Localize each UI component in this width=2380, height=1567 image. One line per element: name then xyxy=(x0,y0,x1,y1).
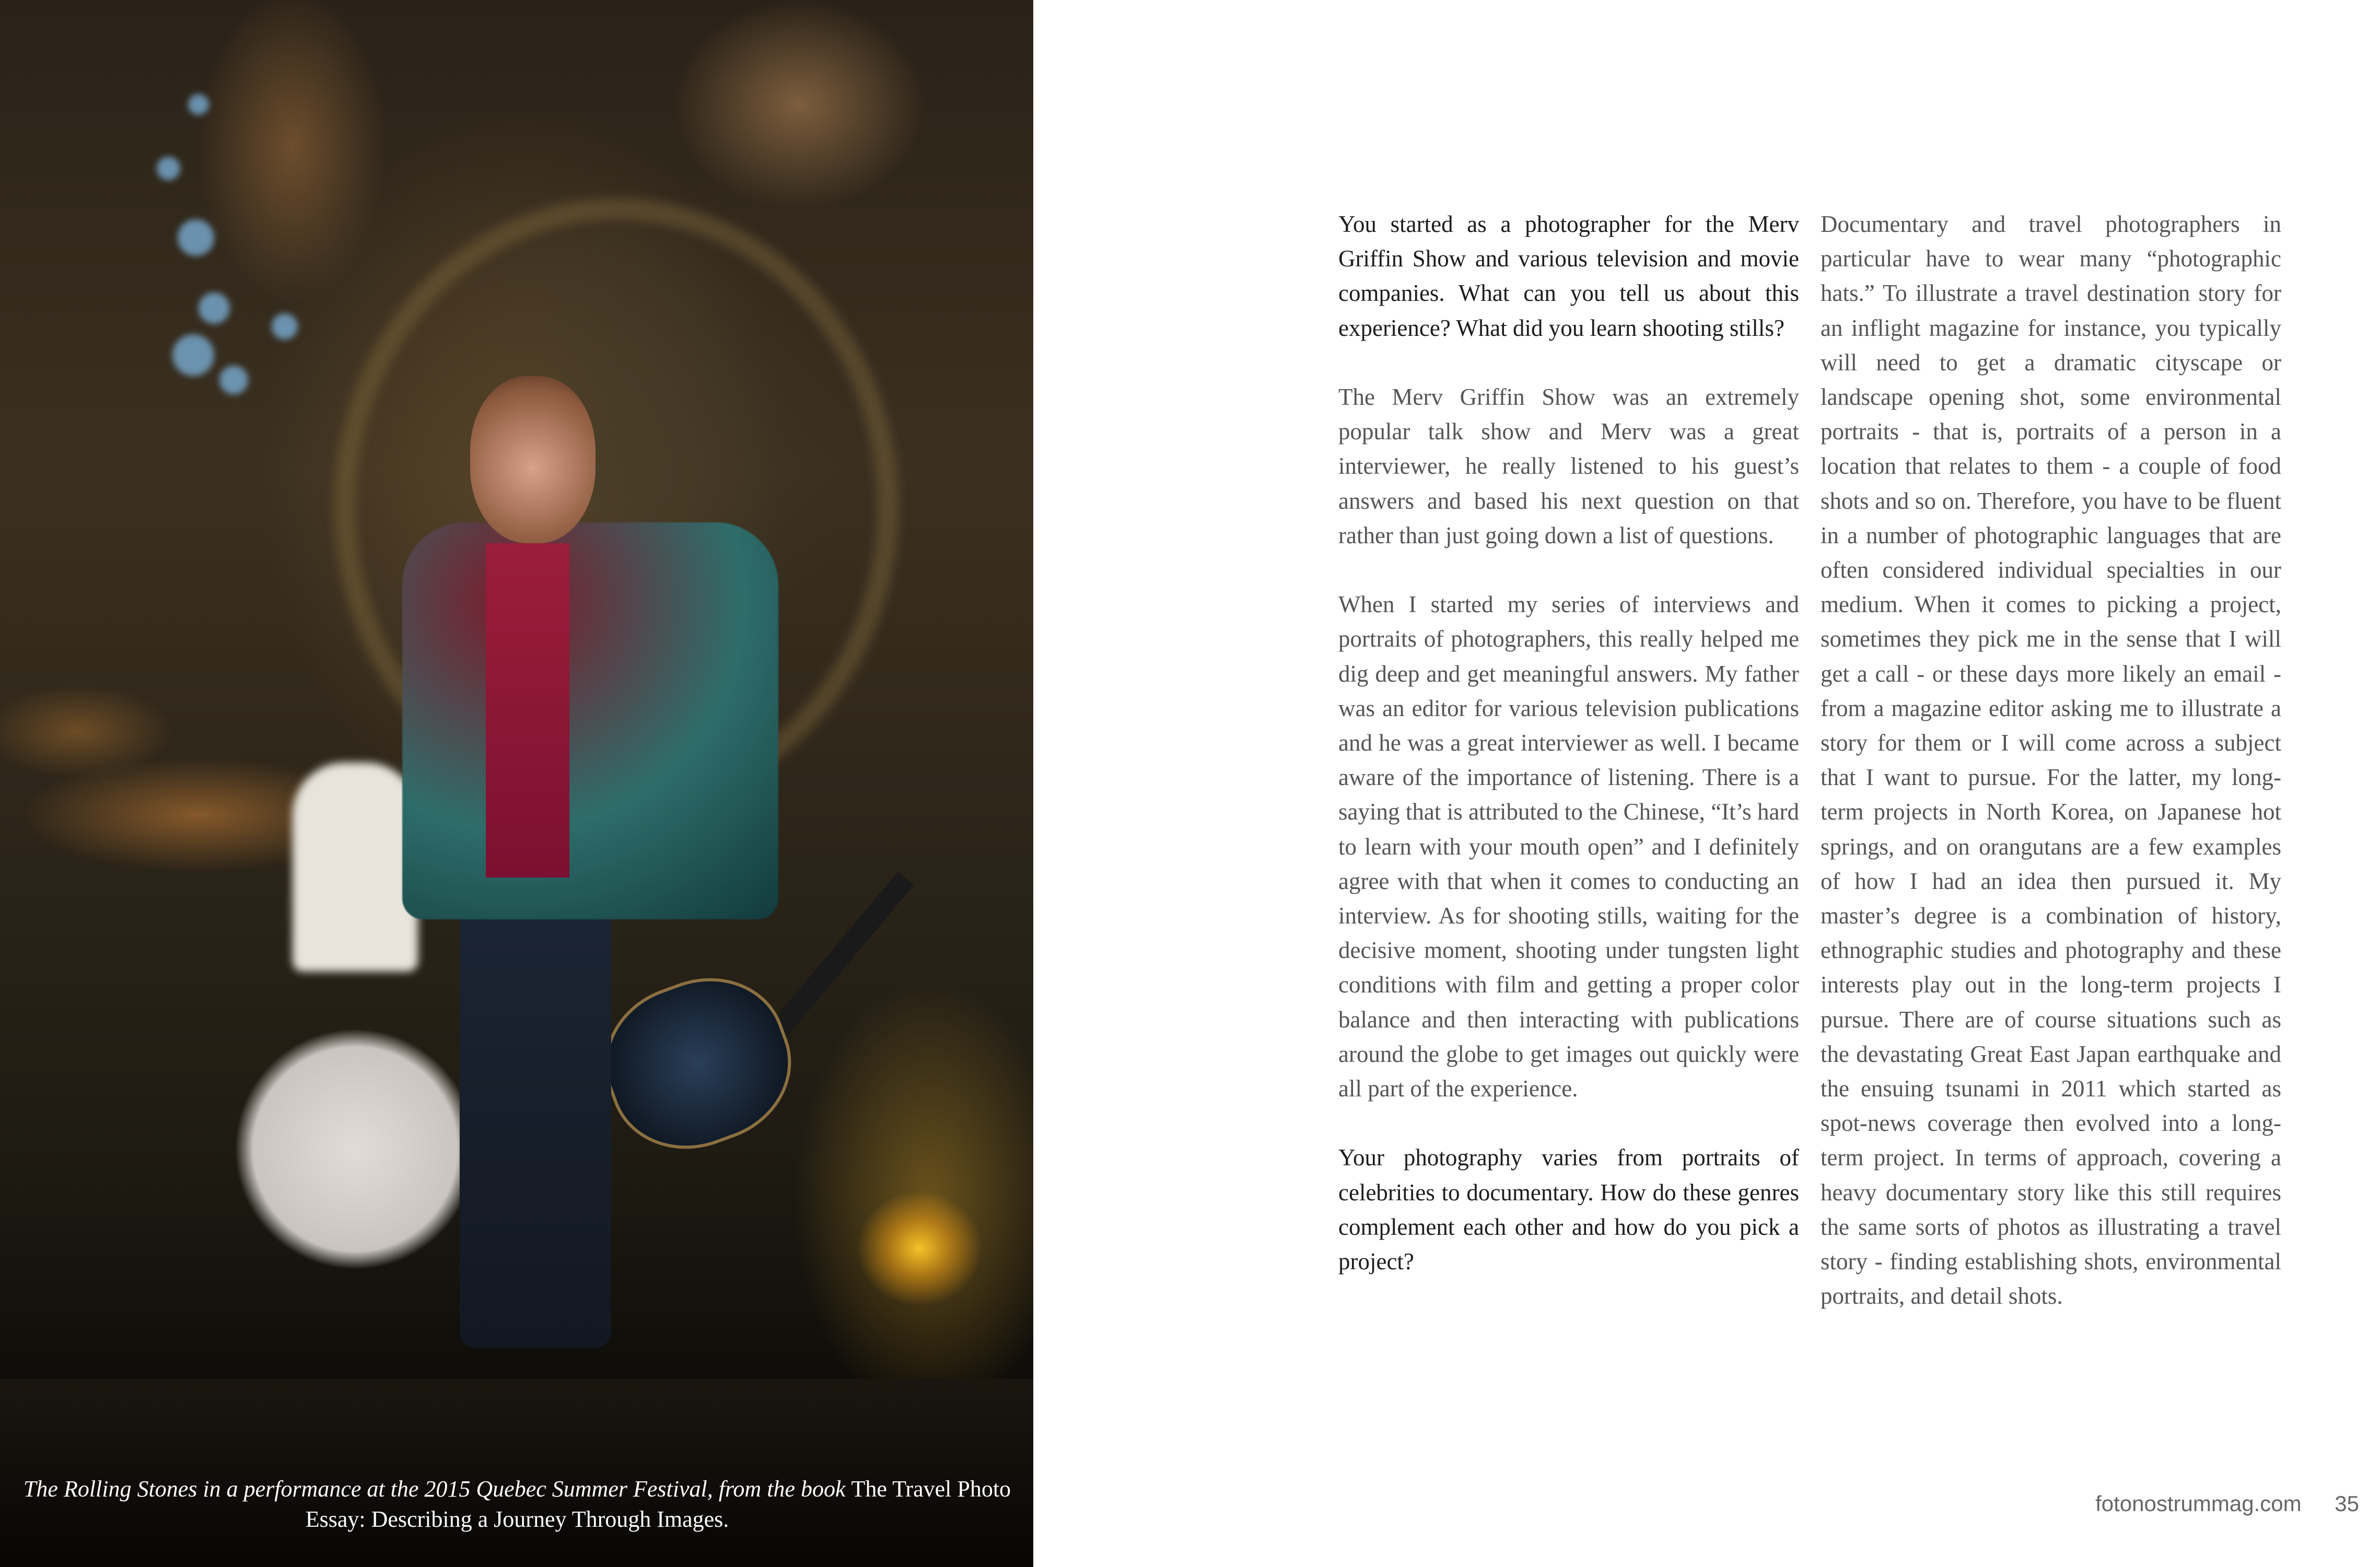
bokeh-light xyxy=(199,293,230,324)
page-number: 35 xyxy=(2335,1491,2359,1516)
interview-answer: The Merv Griffin Show was an extremely popular talk show and Merv was a great interviewer, he really listened to his guest’s answers and based his next question on that rather than just going down a list of questions. xyxy=(1338,384,1799,548)
article-column-right xyxy=(1821,207,2281,1314)
singer-head xyxy=(470,376,596,543)
page-footer xyxy=(2095,1491,2359,1516)
interview-question: Your photography varies from portraits of celebrities to documentary. How do these genres complement each other and how do you pick a project? xyxy=(1338,1144,1799,1275)
singer-legs xyxy=(460,888,611,1348)
article-column-left xyxy=(1338,207,1799,1279)
bokeh-light xyxy=(188,94,209,115)
bokeh-light xyxy=(272,313,298,340)
singer-sequin-jacket xyxy=(402,522,778,919)
stage-floor xyxy=(0,1379,1033,1567)
bokeh-light xyxy=(172,334,214,376)
bokeh-light xyxy=(157,157,180,180)
bokeh-light xyxy=(178,219,214,256)
drummer-figure xyxy=(293,763,418,972)
footer-site-link[interactable]: fotonostrummag.com xyxy=(2095,1491,2302,1516)
guitar-body xyxy=(584,955,812,1172)
interview-question: You started as a photographer for the Merv Griffin Show and various television and movie companies. What can you tell us about this experience? What did you learn shooting stills? xyxy=(1338,211,1799,341)
concert-photo xyxy=(0,0,1033,1567)
caption-text: The Rolling Stones in a performance at the 2015 Quebec Summer Festival, from the book xyxy=(23,1476,851,1502)
interview-answer: When I started my series of interviews and portraits of photographers, this really helped me dig deep and get meaningful answers. My father was an editor for various television publications and he was a great interviewer as well. I became aware of the importance of listening. There is a saying that is attributed to the Chinese, “It’s hard to learn with your mouth open” and I definitely agree with that when it comes to conducting an interview. As for shooting stills, waiting for the decisive moment, shooting under tungsten light conditions with film and getting a proper color balance and then interacting with publications around the globe to get images out quickly were all part of the experience. xyxy=(1338,591,1799,1102)
caption-book-title: The Travel Photo Essay: Describing a Journey Through Images. xyxy=(305,1476,1011,1532)
singer-shirt xyxy=(486,543,569,878)
interview-answer: Documentary and travel photographers in particular have to wear many “photographic hats.” To illustrate a travel destination story for an inflight magazine for instance, you typically will need to get a dramatic cityscape or landscape opening shot, some environmental portraits - that is, portraits of a person in a location that relates to them - a couple of food shots and so on. Therefore, you have to be fluent in a number of photographic languages that are often considered individual specialties in our medium. When it comes to picking a project, sometimes they pick me in the sense that I will get a call - or these days more likely an email - from a magazine editor asking me to illustrate a story for them or I will come across a subject that I want to pursue. For the latter, my long-term projects in North Korea, on Japanese hot springs, and on orangutans are a few examples of how I had an idea then pursued it. My master’s degree is a combination of history, ethnographic studies and photography and these interests play out in the long-term projects I pursue. There are of course situations such as the devastating Great East Japan earthquake and the ensuing tsunami in 2011 which started as spot-news coverage then evolved into a long-term project. In terms of approach, covering a heavy documentary story like this still requires the same sorts of photos as illustrating a travel story - finding establishing shots, environmental portraits, and detail shots. xyxy=(1821,211,2281,1309)
photo-caption xyxy=(21,1474,1013,1535)
bokeh-light xyxy=(219,366,248,394)
